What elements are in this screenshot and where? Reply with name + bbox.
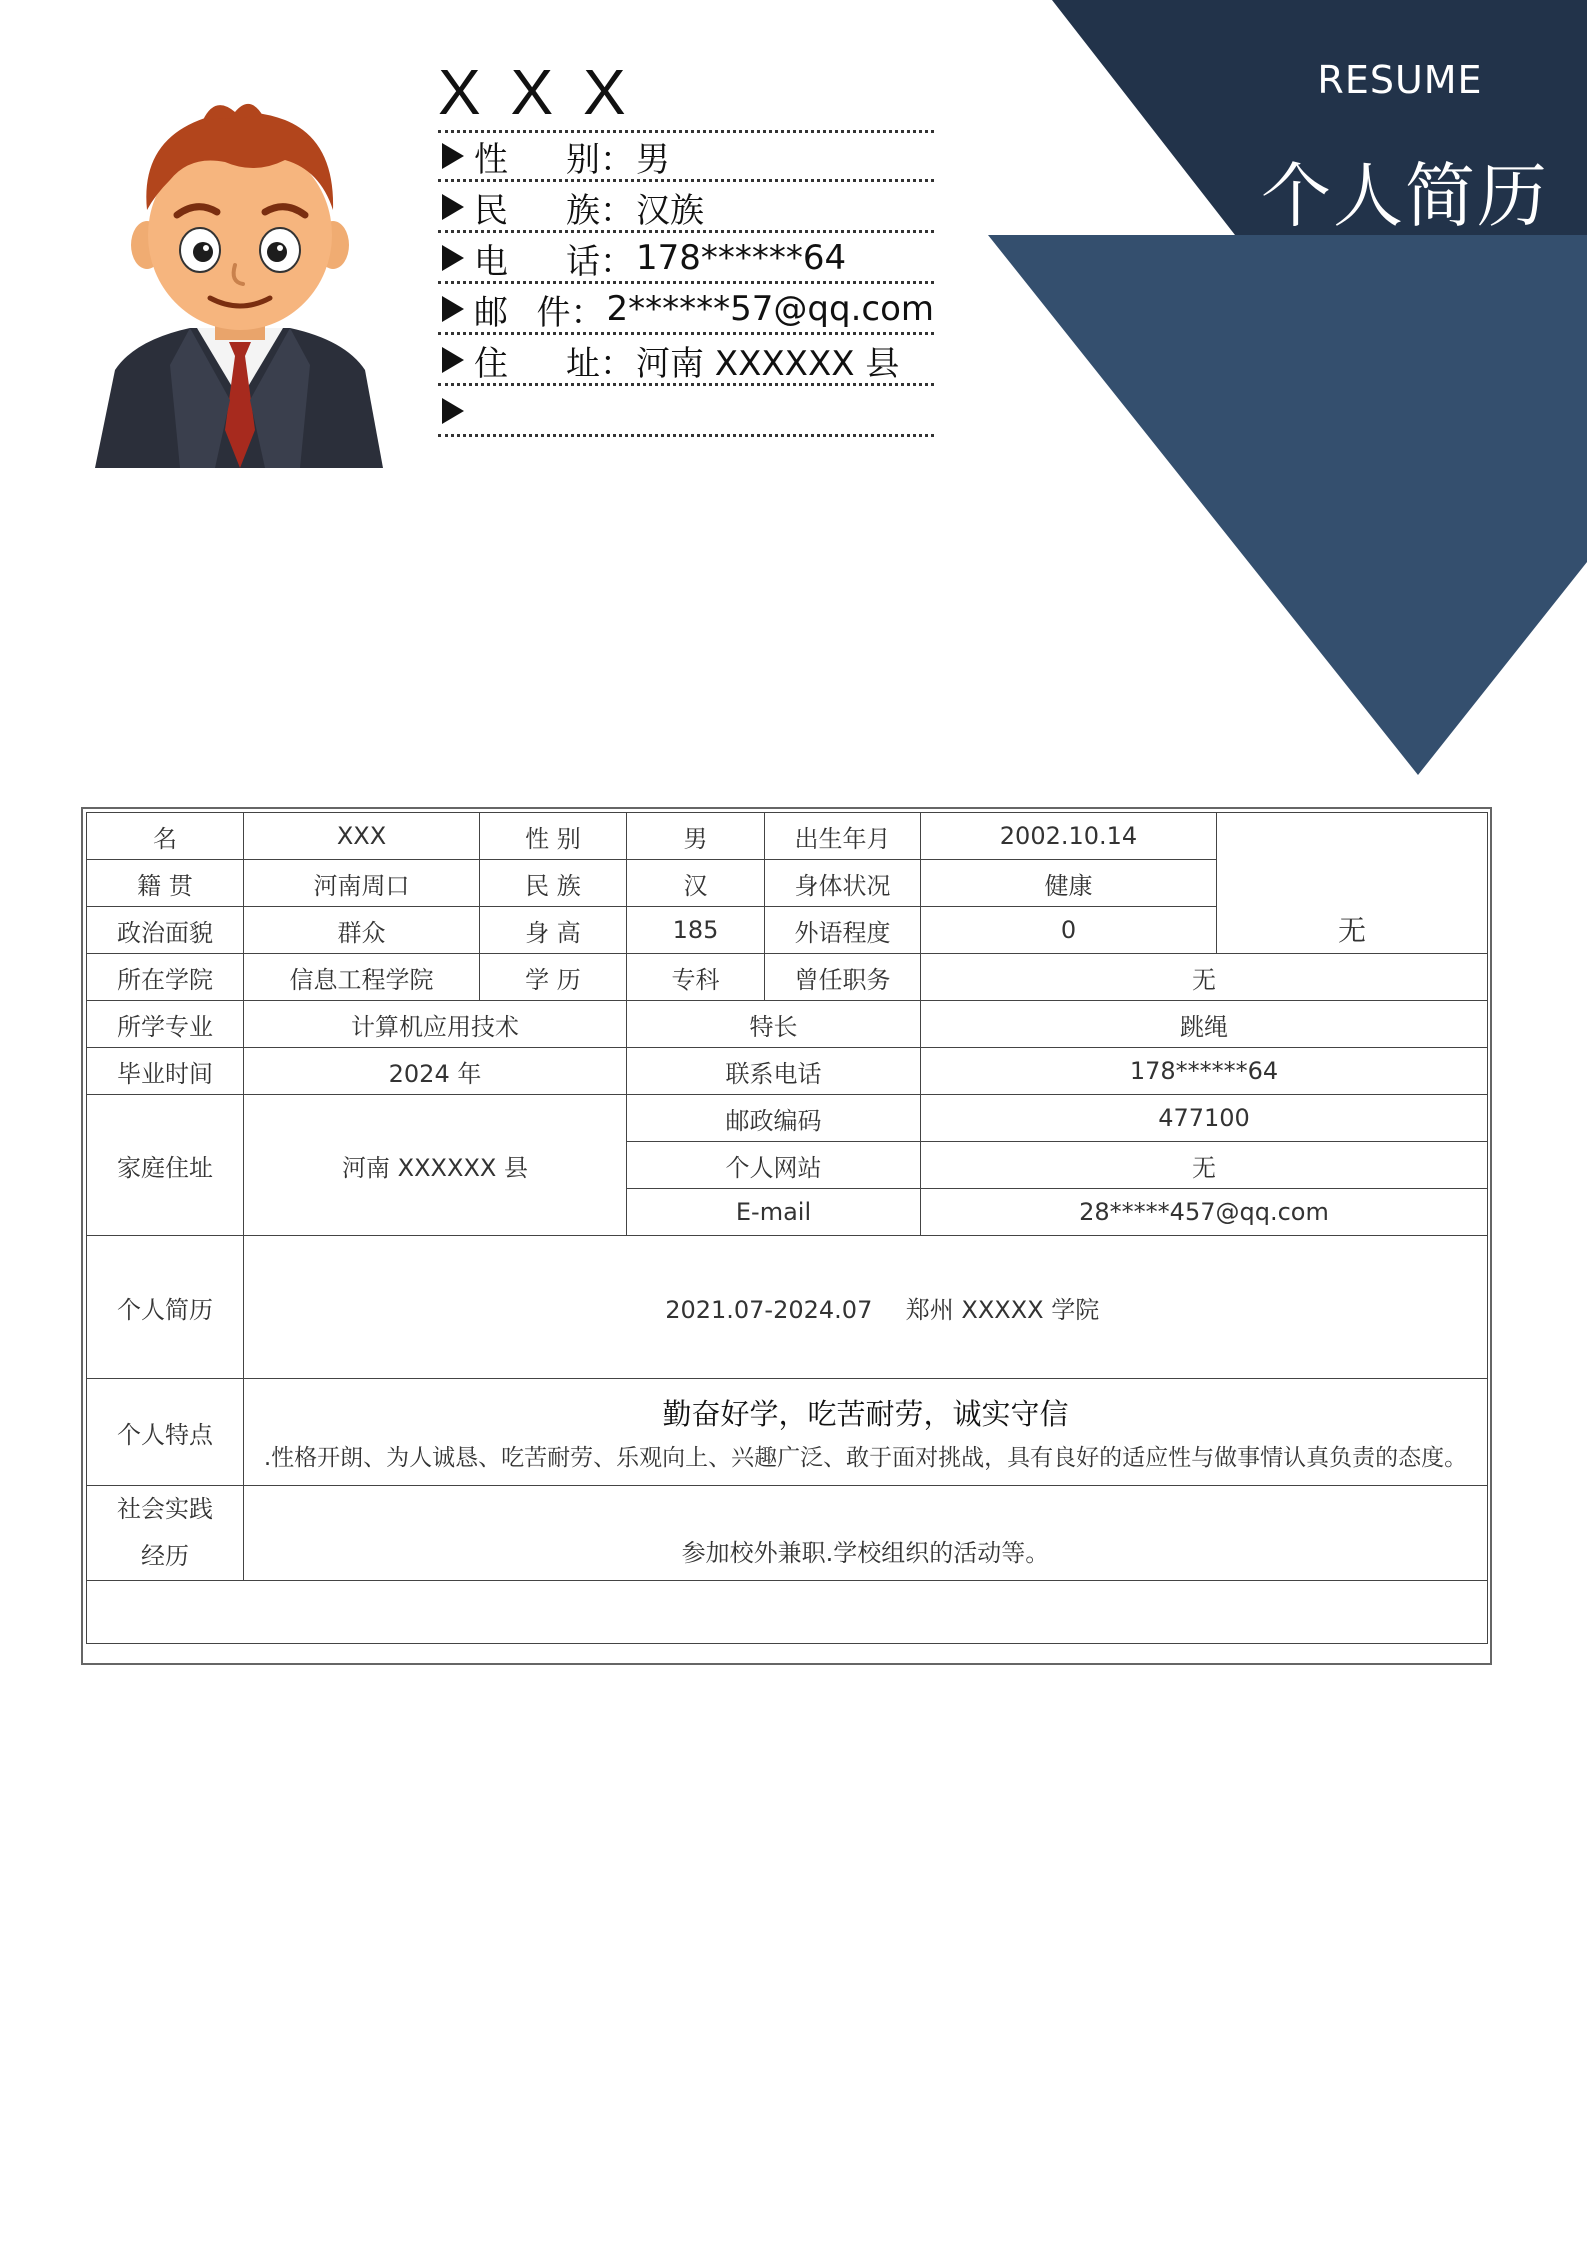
table-row — [87, 813, 1488, 860]
health-label: 身体状况 — [765, 860, 921, 907]
zip-label: 邮政编码 — [627, 1095, 921, 1142]
table-row — [87, 1048, 1488, 1095]
email-label: E-mail — [627, 1189, 921, 1236]
table-row — [87, 1236, 1488, 1379]
name-value: XXX — [244, 813, 480, 860]
triangle-right-icon — [442, 296, 464, 322]
empty-row — [87, 1581, 1488, 1644]
major-label: 所学专业 — [87, 1001, 244, 1048]
height-label: 身 高 — [480, 907, 627, 954]
table-row — [87, 1095, 1488, 1142]
info-label: 电 — [474, 241, 508, 282]
info-value: 178******64 — [636, 238, 847, 278]
info-label-suffix: 址： — [566, 343, 634, 384]
website-value: 无 — [921, 1142, 1488, 1189]
table-row — [87, 1379, 1488, 1486]
table-row — [87, 1001, 1488, 1048]
triangle-right-icon — [442, 194, 464, 220]
education-value: 专科 — [627, 954, 765, 1001]
language-value: 0 — [921, 907, 1217, 954]
basic-info-list — [438, 130, 934, 439]
cartoon-businessman-avatar-icon — [95, 104, 383, 468]
skill-label: 特长 — [627, 1001, 921, 1048]
resume-chinese-title: 个人简历 — [1261, 155, 1549, 237]
phone-value: 178******64 — [921, 1048, 1488, 1095]
graduation-label: 毕业时间 — [87, 1048, 244, 1095]
practice-label — [87, 1486, 244, 1581]
info-row-gender — [438, 130, 934, 182]
triangle-right-icon — [442, 347, 464, 373]
post-value: 无 — [921, 954, 1488, 1001]
origin-value: 河南周口 — [244, 860, 480, 907]
phone-label: 联系电话 — [627, 1048, 921, 1095]
origin-label: 籍 贯 — [87, 860, 244, 907]
info-row-phone — [438, 235, 934, 284]
education-label: 学 历 — [480, 954, 627, 1001]
table-row — [87, 954, 1488, 1001]
college-label: 所在学院 — [87, 954, 244, 1001]
info-label: 邮 — [474, 292, 508, 333]
info-label: 性 — [474, 139, 508, 180]
triangle-right-icon — [442, 143, 464, 169]
height-value: 185 — [627, 907, 765, 954]
triangle-right-icon — [442, 398, 464, 424]
political-label: 政治面貌 — [87, 907, 244, 954]
trait-text: .性格开朗、为人诚恳、吃苦耐劳、乐观向上、兴趣广泛、敢于面对挑战，具有良好的适应性与做事情认真负责的态度。 — [263, 1445, 1468, 1471]
info-row-email — [438, 286, 934, 335]
bio-date: 2021.07-2024.07 — [665, 1295, 873, 1324]
table-row — [87, 1581, 1488, 1644]
info-value: 河南 XXXXXX 县 — [636, 343, 900, 384]
language-label: 外语程度 — [765, 907, 921, 954]
triangle-right-icon — [442, 245, 464, 271]
info-label: 民 — [474, 190, 508, 231]
info-value: 男 — [636, 139, 670, 180]
political-value: 群众 — [244, 907, 480, 954]
info-value: 2******57@qq.com — [606, 289, 934, 329]
skill-value: 跳绳 — [921, 1001, 1488, 1048]
trait-label: 个人特点 — [87, 1379, 244, 1486]
ethnic-label: 民 族 — [480, 860, 627, 907]
trait-title: 勤奋好学，吃苦耐劳，诚实守信 — [662, 1397, 1069, 1431]
practice-label-line1: 社会实践 — [117, 1495, 213, 1523]
major-value: 计算机应用技术 — [244, 1001, 627, 1048]
info-label-suffix: 件： — [536, 292, 605, 333]
info-row-ethnicity — [438, 184, 934, 233]
gender-value: 男 — [627, 813, 765, 860]
resume-table-frame — [81, 807, 1492, 1665]
bio-label: 个人简历 — [87, 1236, 244, 1379]
bio-content — [244, 1236, 1488, 1379]
info-row-empty — [438, 388, 934, 437]
zip-value: 477100 — [921, 1095, 1488, 1142]
bio-school: 郑州 XXXXX 学院 — [905, 1295, 1100, 1324]
gender-label: 性 别 — [480, 813, 627, 860]
email-value: 28*****457@qq.com — [921, 1189, 1488, 1236]
birth-value: 2002.10.14 — [921, 813, 1217, 860]
resume-english-title: RESUME — [1317, 58, 1483, 102]
avatar — [85, 100, 395, 470]
info-label-suffix: 族： — [566, 190, 634, 231]
info-value: 汉族 — [636, 190, 704, 231]
graduation-value: 2024 年 — [244, 1048, 627, 1095]
info-label-suffix: 话： — [566, 241, 634, 282]
website-label: 个人网站 — [627, 1142, 921, 1189]
photo-cell — [1217, 813, 1488, 954]
light-navy-triangle — [988, 235, 1587, 775]
resume-table — [86, 812, 1488, 1644]
photo-value: 无 — [1337, 914, 1366, 947]
college-value: 信息工程学院 — [244, 954, 480, 1001]
practice-text: 参加校外兼职.学校组织的活动等。 — [244, 1486, 1488, 1581]
practice-label-line2: 经历 — [141, 1542, 189, 1570]
ethnic-value: 汉 — [627, 860, 765, 907]
address-value: 河南 XXXXXX 县 — [244, 1095, 627, 1236]
table-row — [87, 1486, 1488, 1581]
info-label-suffix: 别： — [566, 139, 634, 180]
info-row-address — [438, 337, 934, 386]
info-label: 住 — [474, 343, 508, 384]
address-label: 家庭住址 — [87, 1095, 244, 1236]
trait-content — [244, 1379, 1488, 1486]
birth-label: 出生年月 — [765, 813, 921, 860]
person-name: X X X — [438, 56, 632, 128]
health-value: 健康 — [921, 860, 1217, 907]
name-label: 名 — [87, 813, 244, 860]
post-label: 曾任职务 — [765, 954, 921, 1001]
